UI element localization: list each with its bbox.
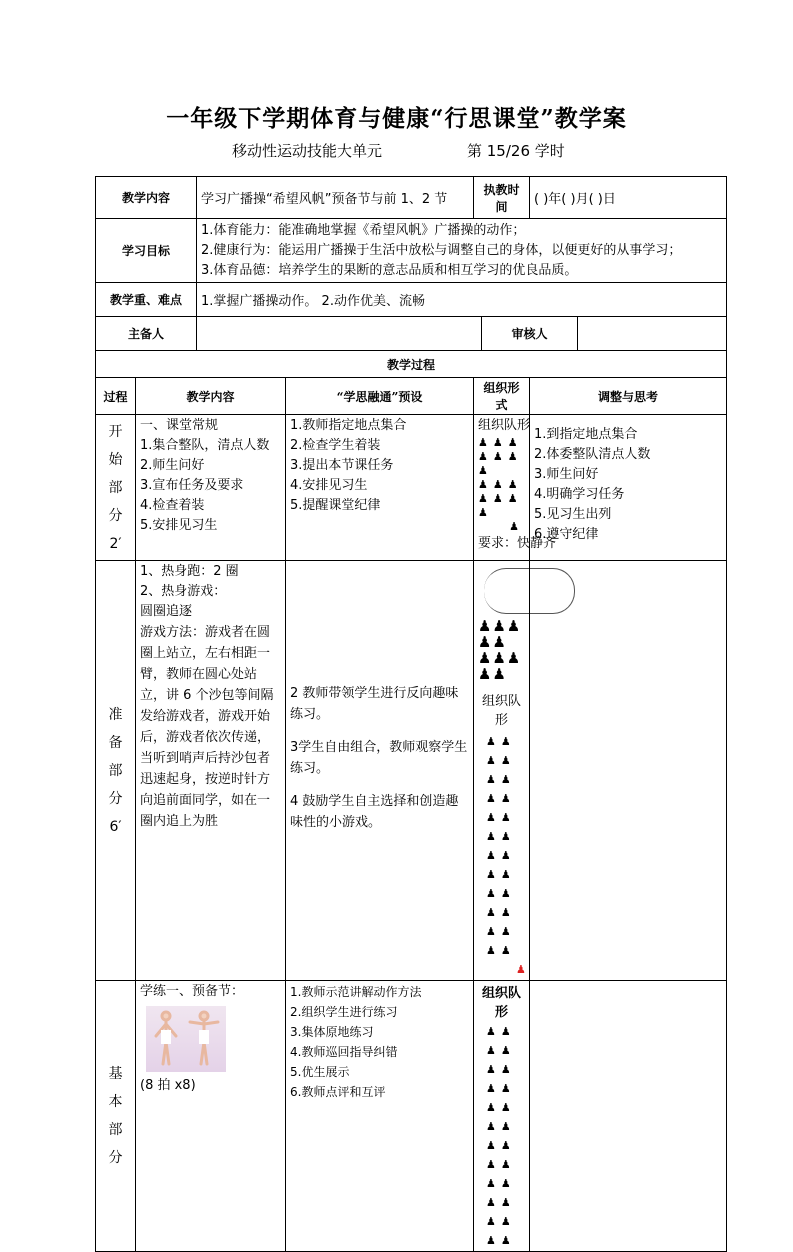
student-figure-icon: ♟: [486, 1158, 501, 1171]
student-figure-icon: ♟: [486, 1101, 501, 1114]
student-figure-icon: ♟: [486, 830, 501, 843]
goal-item: 1.体育能力：能准确地掌握《希望风帆》广播操的动作；: [201, 222, 526, 238]
student-figure-icon: ♟: [478, 464, 493, 477]
col-header-content: 教学内容: [136, 378, 286, 415]
student-figure-icon: ♟: [492, 450, 508, 463]
student-figure-icon: ♟: [486, 1082, 501, 1095]
goal-item: 2.健康行为：能运用广播操于生活中放松与调整自己的身体，以便更好的从事学习；: [201, 242, 682, 258]
game-method: 游戏方法：游戏者在圆圈上站立，左右相距一臂，教师在圆心处站立，讲 6 个沙包等间隔发给游戏者，游戏开始后，游戏者依次传递，当听到哨声后持沙包者迅速起身，按逆时针方向追前面同学，如在一圈内追上为胜: [140, 625, 274, 829]
student-figure-icon: ♟: [478, 649, 493, 667]
student-figure-icon: ♟: [486, 1139, 501, 1152]
student-figure-icon: ♟: [500, 1234, 516, 1247]
exec-time-label: 执教时间: [474, 177, 530, 219]
goals-list: [197, 219, 727, 283]
student-figure-icon: ♟: [500, 830, 516, 843]
student-figure-icon: ♟: [478, 506, 493, 519]
student-formation: [478, 1022, 525, 1250]
student-figure-icon: ♟: [500, 1196, 516, 1209]
phase-basic: 基 本 部 分: [96, 981, 136, 1252]
goal-item: 3.体育品德：培养学生的果断的意志品质和相互学习的优良品质。: [201, 262, 578, 278]
reviewer-value: [578, 317, 727, 351]
reviewer-label: 审核人: [482, 317, 578, 351]
student-figure-icon: ♟: [478, 478, 493, 491]
student-figure-icon: ♟: [492, 478, 508, 491]
student-figure-icon: ♟: [486, 1120, 501, 1133]
student-figure-icon: ♟: [507, 478, 523, 491]
student-figure-icon: ♟: [492, 617, 507, 635]
exercise-demo-image: [146, 1006, 226, 1072]
col-header-adjustment: 调整与思考: [530, 378, 727, 415]
student-figure-icon: ♟: [500, 1215, 516, 1228]
student-figure-icon: ♟: [500, 735, 516, 748]
org-requirement: 要求：快静齐: [478, 536, 557, 551]
student-figure-icon: ♟: [500, 1044, 516, 1057]
student-figure-icon: ♟: [500, 868, 516, 881]
org-title: 组织队形: [482, 986, 522, 1020]
student-figure-icon: ♟: [478, 450, 493, 463]
preparer-value: [197, 317, 482, 351]
student-formation: [478, 436, 525, 534]
student-figure-icon: ♟: [500, 811, 516, 824]
basic-organization: [474, 981, 530, 1252]
student-figure-icon: ♟: [507, 492, 523, 505]
student-figure-icon: ♟: [506, 649, 522, 667]
basic-preset: 1.教师示范讲解动作方法 2.组织学生进行练习 3.集体原地练习 4.教师巡回指导纠错 5.优生展示 6.教师点评和互评: [286, 981, 474, 1252]
prep-organization: [474, 561, 530, 981]
student-figure-icon: ♟: [486, 887, 501, 900]
start-content: 一、课堂常规 1.集合整队，清点人数 2.师生问好 3.宣布任务及要求 4.检查着装 5.安排见习生: [136, 415, 286, 561]
student-figure-icon: ♟: [492, 633, 507, 651]
student-figure-icon: ♟: [486, 1025, 501, 1038]
student-figure-icon: ♟: [486, 754, 501, 767]
student-figure-icon: ♟: [500, 1139, 516, 1152]
student-figure-icon: ♟: [486, 1044, 501, 1057]
content-value: 学习广播操“希望风帆”预备节与前 1、2 节: [197, 177, 474, 219]
student-figure-icon: ♟: [492, 492, 508, 505]
document-title: 一年级下学期体育与健康“行思课堂”教学案: [166, 105, 627, 132]
goals-label: 学习目标: [96, 219, 197, 283]
student-figure-icon: ♟: [507, 450, 523, 463]
student-figure-icon: ♟: [478, 665, 493, 683]
col-header-organization: 组织形式: [474, 378, 530, 415]
beat-count: (8 拍 x8): [140, 1078, 196, 1093]
student-figure-icon: ♟: [500, 944, 516, 957]
student-figure-icon: ♟: [486, 849, 501, 862]
student-figure-icon: ♟: [500, 925, 516, 938]
start-preset: 1.教师指定地点集合 2.检查学生着装 3.提出本节课任务 4.安排见习生 5.提醒课堂纪律: [286, 415, 474, 561]
student-figure-icon: ♟: [486, 1177, 501, 1190]
student-figure-icon: ♟: [478, 492, 493, 505]
prep-preset: 2 教师带领学生进行反向趣味练习。 3学生自由组合，教师观察学生练习。 4 鼓励学生自主选择和创造趣味性的小游戏。: [286, 561, 474, 981]
basic-adjustment: [530, 981, 727, 1252]
col-header-preset: “学思融通”预设: [286, 378, 474, 415]
student-figure-icon: ♟: [486, 906, 501, 919]
student-figure-icon: ♟: [500, 1063, 516, 1076]
student-figure-icon: ♟: [500, 1177, 516, 1190]
student-figure-icon: ♟: [492, 665, 507, 683]
prep-content: 1、热身跑：2 圈 2、热身游戏： 圆圈追逐 游戏方法：游戏者在圆圈上站立，左右相距一臂，教师在圆心处站立，讲 6 个沙包等间隔发给游戏者，游戏开始后，游戏者依次传递，当听到哨声后持沙包者迅速起身，按逆时针方向追前面同学，如在一圈内追上为胜: [136, 561, 286, 981]
period-number: 第 15/26 学时: [467, 142, 565, 160]
student-figure-icon: ♟: [500, 887, 516, 900]
student-figure-icon: ♟: [500, 1120, 516, 1133]
basic-content: 学练一、预备节： (8 拍 x8): [136, 981, 286, 1252]
student-figure-icon: ♟: [478, 436, 493, 449]
student-formation: [478, 732, 531, 979]
student-figure-icon: ♟: [486, 811, 501, 824]
student-figure-icon: ♟: [478, 633, 493, 651]
org-title: 组织队形: [482, 694, 522, 728]
student-figure-icon: ♟: [500, 906, 516, 919]
student-figure-icon: ♟: [486, 944, 501, 957]
student-figure-icon: ♟: [486, 925, 501, 938]
content-label: 教学内容: [96, 177, 197, 219]
student-figure-icon: ♟: [500, 1101, 516, 1114]
student-figure-icon: ♟: [486, 773, 501, 786]
student-figure-icon: ♟: [486, 1234, 501, 1247]
student-figure-icon: ♟: [506, 617, 522, 635]
student-figure-icon: ♟: [486, 1196, 501, 1209]
student-figure-icon: ♟: [507, 436, 523, 449]
key-points-label: 教学重、难点: [96, 283, 197, 317]
student-figure-icon: ♟: [492, 649, 507, 667]
unit-name: 移动性运动技能大单元: [232, 142, 383, 160]
phase-start: 开 始 部 分 2′: [96, 415, 136, 561]
student-figure-icon: ♟: [486, 792, 501, 805]
lesson-plan-table: [95, 176, 727, 1252]
student-figure-icon: ♟: [478, 617, 493, 635]
phase-prep: 准 备 部 分 6′: [96, 561, 136, 981]
student-figure-icon: ♟: [509, 520, 524, 533]
student-figure-icon: ♟: [516, 963, 531, 976]
student-figure-icon: ♟: [492, 436, 508, 449]
start-organization: [474, 415, 557, 561]
prep-adjustment: [530, 561, 727, 981]
student-figure-icon: ♟: [500, 849, 516, 862]
student-figure-icon: ♟: [486, 735, 501, 748]
student-figure-icon: ♟: [486, 1063, 501, 1076]
process-label: 教学过程: [96, 351, 727, 378]
student-figure-icon: ♟: [500, 1158, 516, 1171]
student-figure-icon: ♟: [500, 1025, 516, 1038]
col-header-phase: 过程: [96, 378, 136, 415]
student-figure-icon: ♟: [500, 1082, 516, 1095]
student-figure-icon: ♟: [486, 1215, 501, 1228]
org-title: 组织队形: [478, 418, 531, 433]
key-points-value: 1.掌握广播操动作。 2.动作优美、流畅: [197, 283, 727, 317]
preparer-label: 主备人: [96, 317, 197, 351]
start-adjustment: 1.到指定地点集合 2.体委整队清点人数 3.师生问好 4.明确学习任务 5.见习生出列 6.遵守纪律: [530, 415, 727, 561]
student-figure-icon: ♟: [500, 792, 516, 805]
student-group: [478, 618, 525, 682]
student-figure-icon: ♟: [500, 773, 516, 786]
student-figure-icon: ♟: [486, 868, 501, 881]
exec-time-value: ( )年( )月( )日: [530, 177, 727, 219]
student-figure-icon: ♟: [500, 754, 516, 767]
